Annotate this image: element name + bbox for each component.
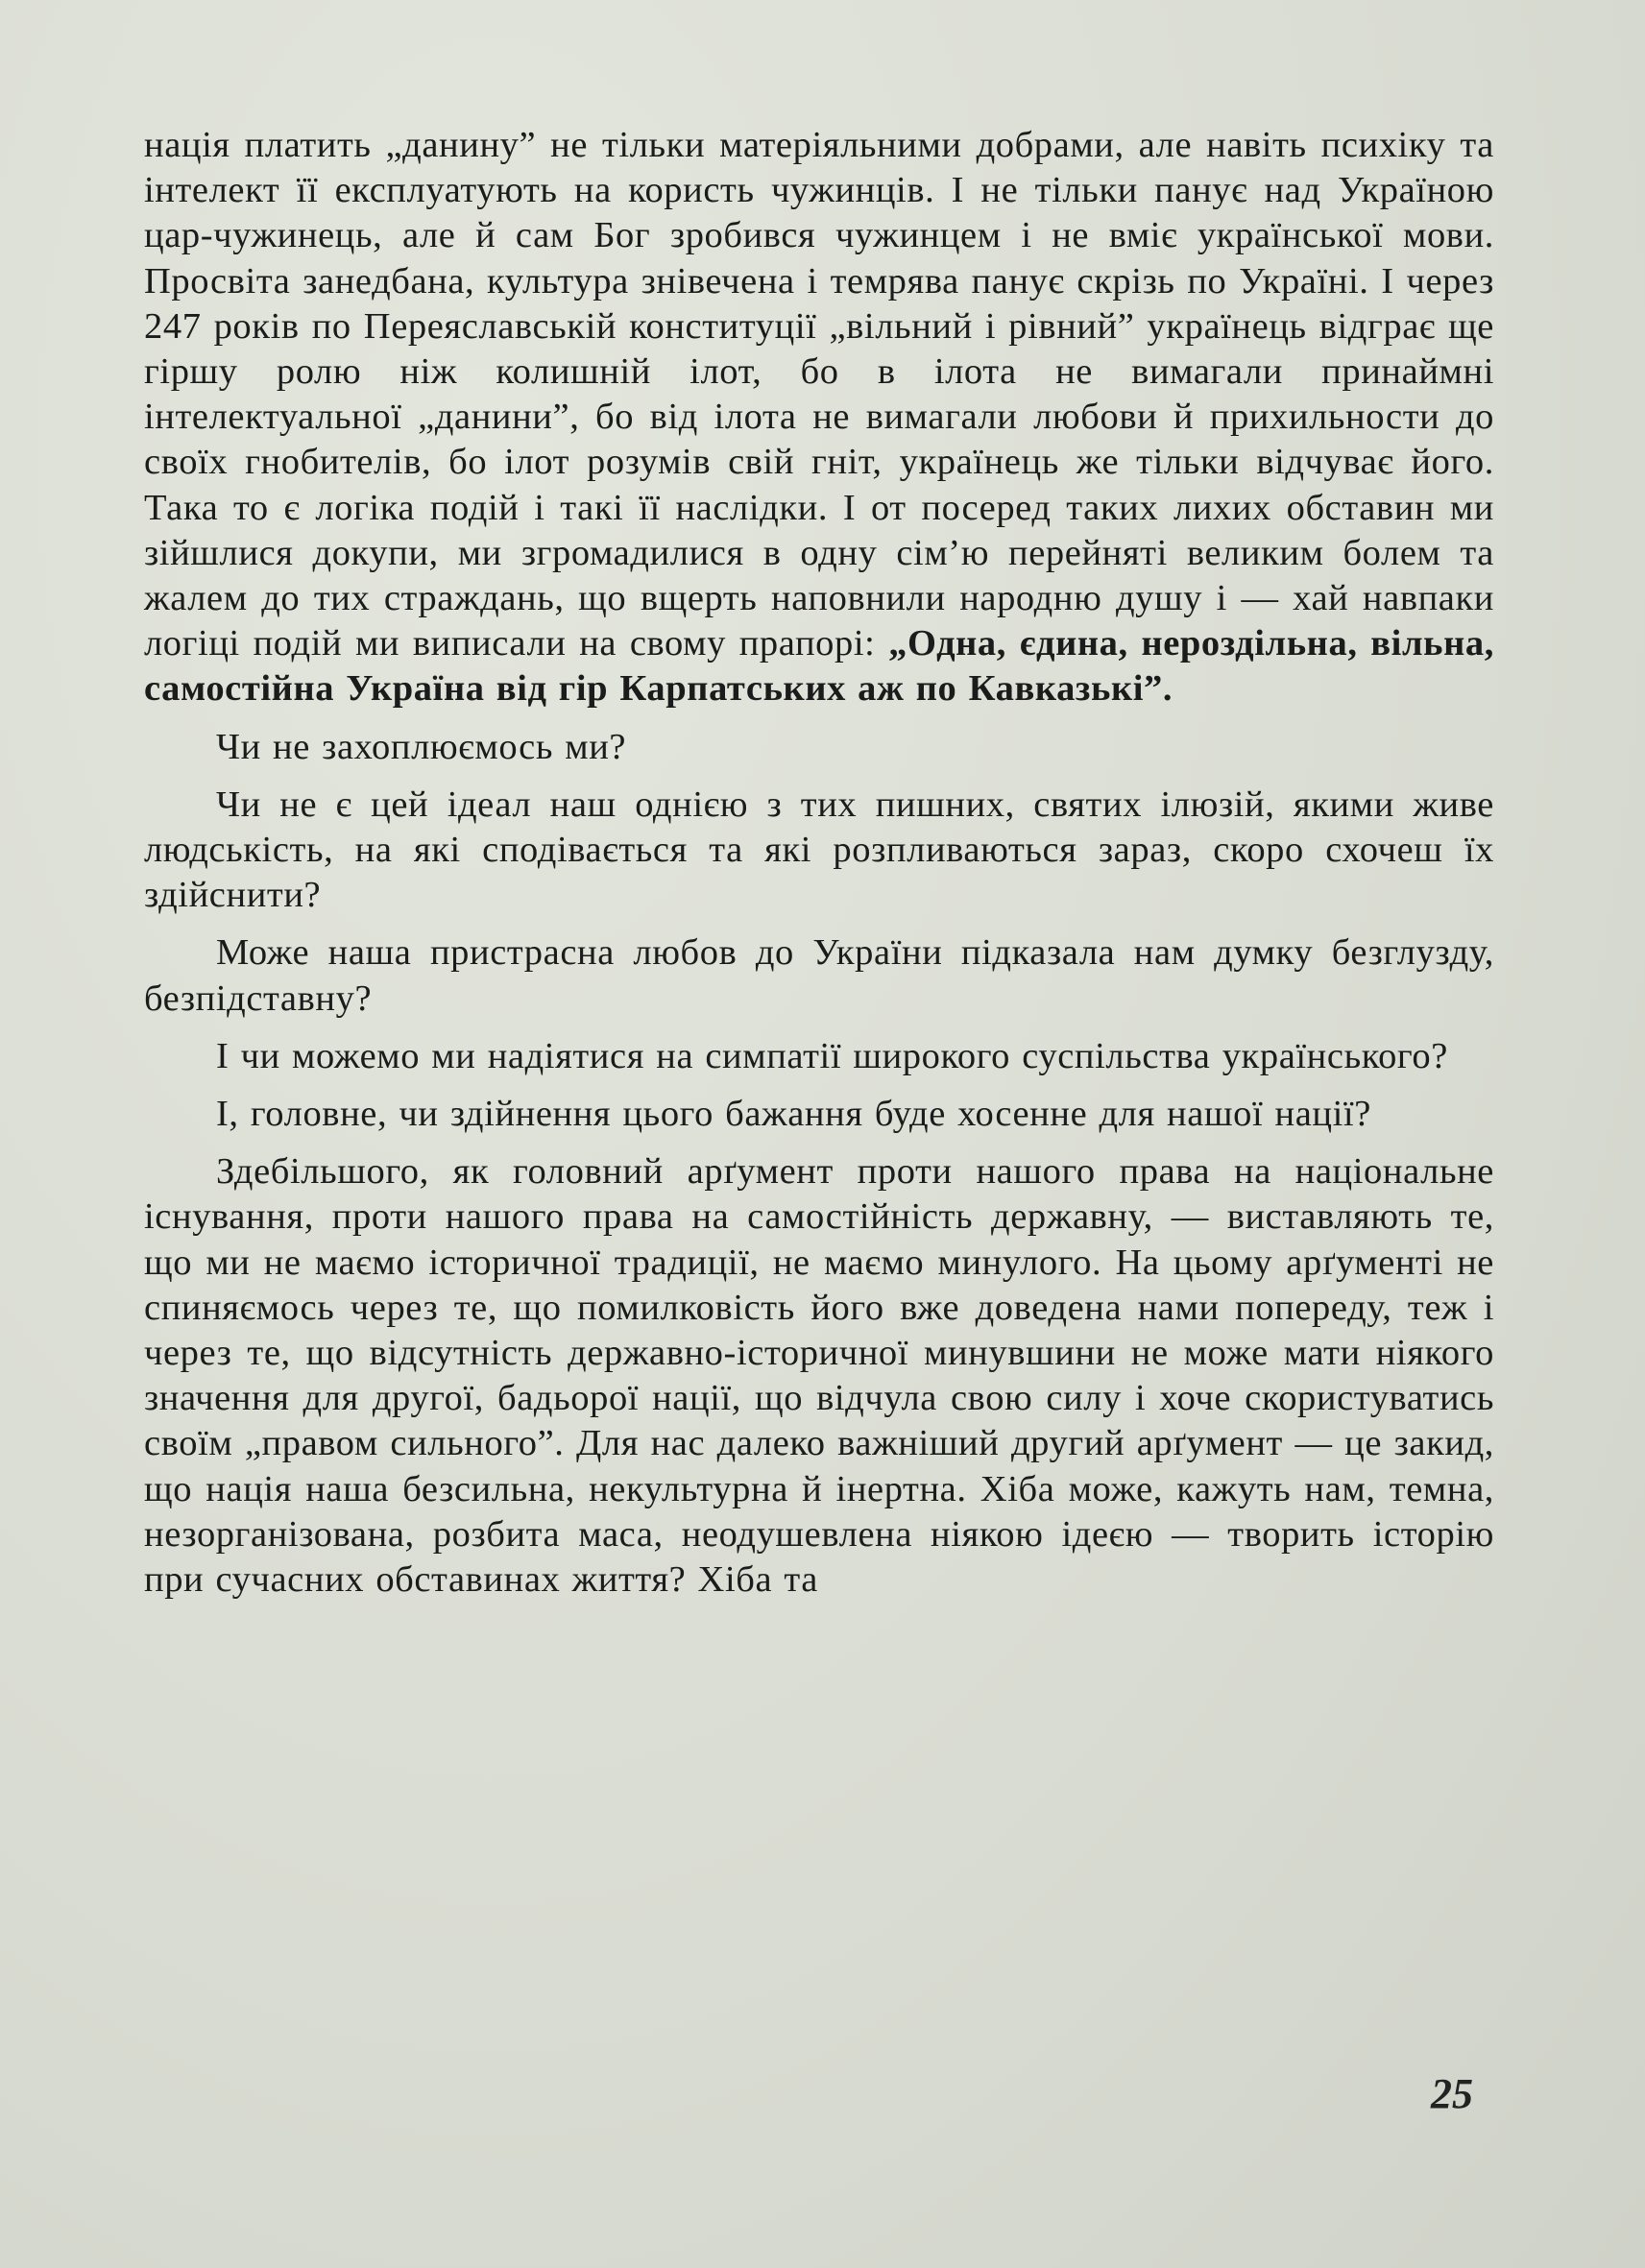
paragraph-4: Може наша пристрасна любов до України підказала нам думку безглузду, безпідставну? bbox=[144, 932, 1494, 1019]
paragraph-2: Чи не захоплюємось ми? bbox=[216, 726, 627, 767]
paragraph-1 bbox=[144, 123, 1494, 712]
paragraph-7: Здебільшого, як головний арґумент проти нашого права на національне існування, проти нашого права на самостійність державну, — виставляють те, що ми не маємо історичної традиції, не маємо минулого. На цьому арґументі не спиняємось через те, що помилковість його вже доведена нами попереду, теж і через те, що відсутність державно-історичної минувшини не може мати ніякого значення для другої, бадьорої нації, що відчула свою силу і хоче скористуватись своїм „правом сильного”. Для нас далеко важніший другий арґумент — це закид, що нація наша безсильна, некультурна й інертна. Хіба може, кажуть нам, темна, незорганізована, розбита маса, неодушевлена ніякою ідеєю — творить історію при сучасних обставинах життя? Хіба та bbox=[144, 1151, 1494, 1601]
paragraph-1-text: нація платить „данину” не тільки матеріяльними добрами, але навіть психіку та інтелект її експлуатують на користь чужинців. І не тільки панує над Україною цар-чужинець, але й сам Бог зробився чужинцем і не вміє української мови. Просвіта занедбана, культура знівечена і темрява панує скрізь по Україні. І через 247 років по Переяславській конституції „вільний і рівний” українець відграє ще гіршу ролю ніж колишній ілот, бо в ілота не вимагали принаймні інтелектуальної „данини”, бо від ілота не вимагали любови й прихильности до своїх гнобителів, бо ілот розумів свій гніт, українець же тільки відчуває його. Така то є логіка подій і такі її наслідки. І от посеред таких лихих обставин ми зійшлися докупи, ми згромадилися в одну сім’ю перейняті великим болем та жалем до тих страждань, що вщерть наповнили народню душу і — хай навпаки логіці подій ми виписали на свому прапорі: bbox=[144, 125, 1494, 664]
paragraph-3: Чи не є цей ідеал наш однією з тих пишних, святих ілюзій, якими живе людськість, на які сподівається та які розпливаються зараз, скоро схочеш їх здійснити? bbox=[144, 784, 1494, 916]
paragraph-1-bold-motto: „Одна, єдина, нероздільна, вільна, самостійна Україна від гір Карпатських аж по Кавказькі”. bbox=[144, 623, 1494, 710]
paragraph-6: І, головне, чи здійнення цього бажання буде хосенне для нашої нації? bbox=[216, 1094, 1371, 1135]
paragraph-5: І чи можемо ми надіятися на симпатії широкого суспільства українського? bbox=[216, 1035, 1448, 1076]
page-body bbox=[144, 123, 1494, 1603]
page-number: 25 bbox=[1431, 2070, 1473, 2117]
